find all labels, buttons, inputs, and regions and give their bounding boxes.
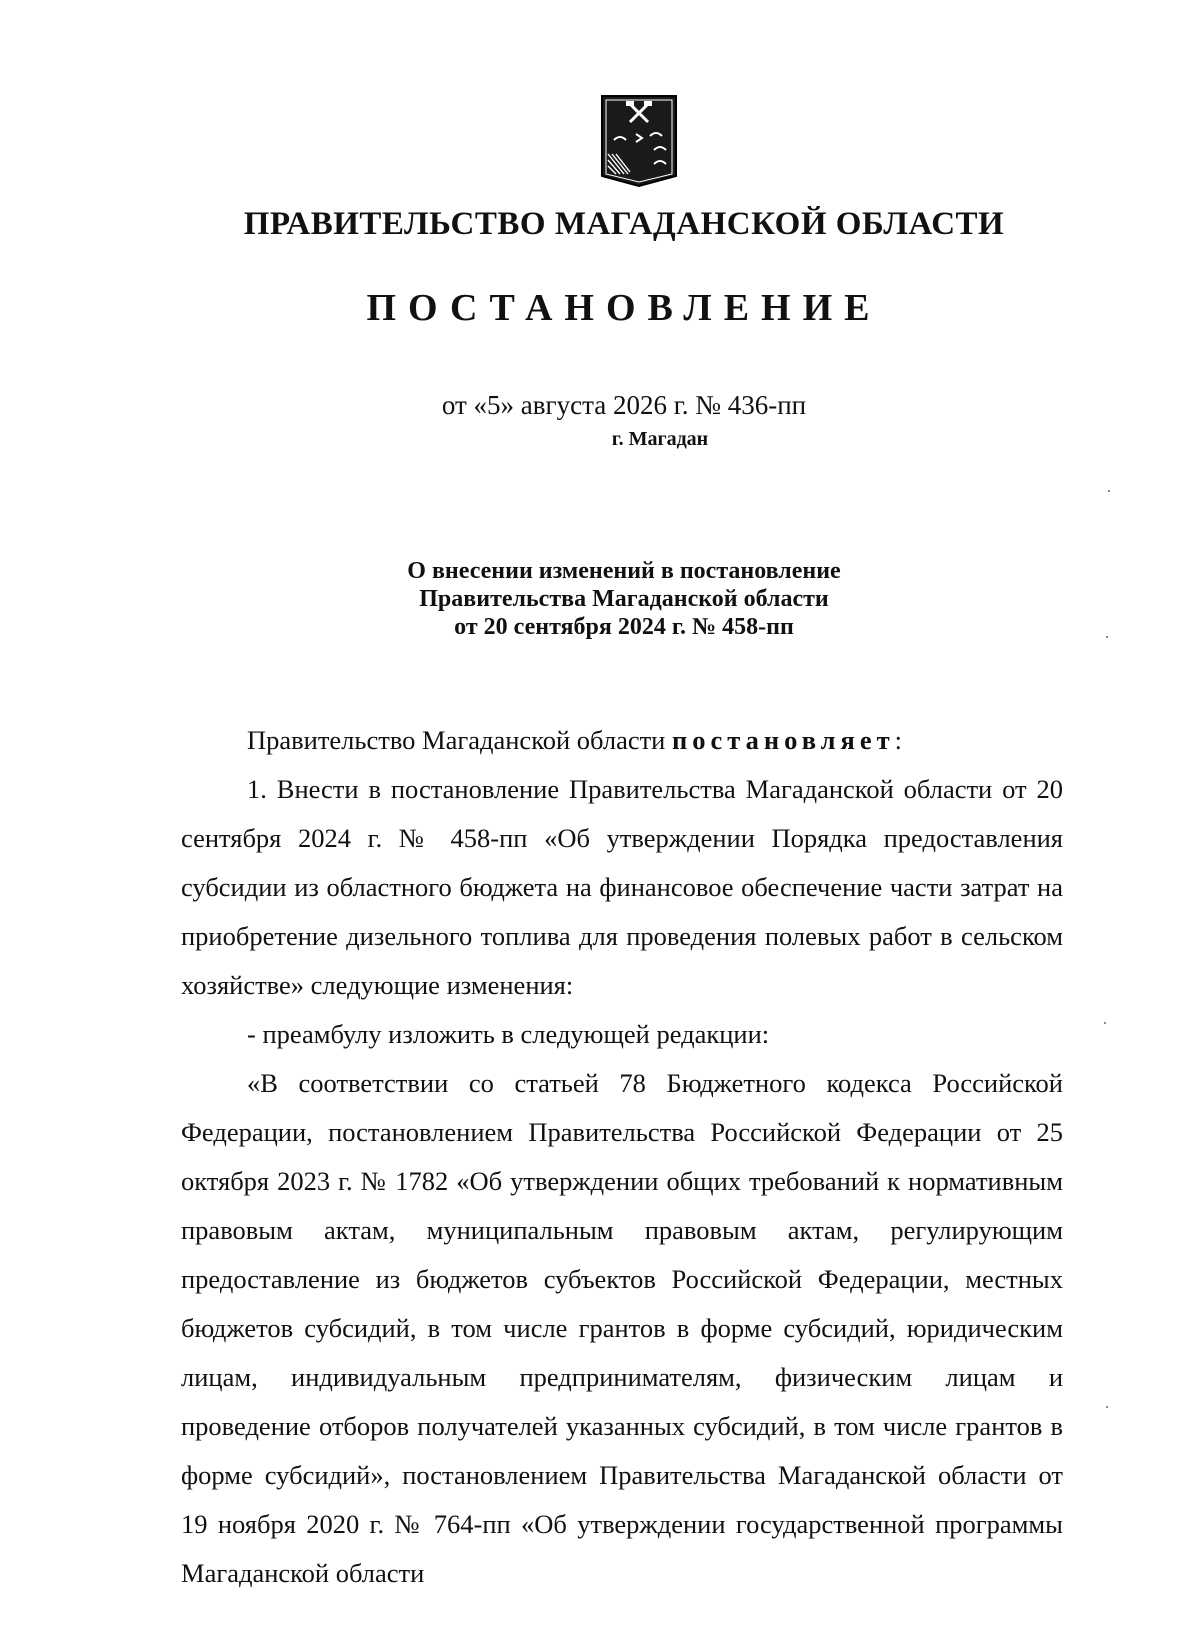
intro-resolves-word: постановляет [671,725,895,755]
document-subject [0,557,1200,641]
scan-mark [1104,1022,1106,1024]
item-1-subpoint: - преамбулу изложить в следующей редакции: [247,1019,770,1049]
item-1-paragraph: 1. Внести в постановление Правительства Магаданской области от 20 сентября 2024 г. № 458-пп «Об утверждении Порядка предоставления субсидии из областного бюджета на финансовое обеспечение части затрат на приобретение дизельного топлива для проведения полевых работ в сельском хозяйстве» следующие изменения: [181,774,1063,1000]
subject-line: О внесении изменений в постановление [407,558,841,584]
document-date-number: от «5» августа 2026 г. № 436-пп [441,390,807,420]
intro-colon: : [894,725,903,755]
subject-line: от 20 сентября 2024 г. № 458-пп [454,614,794,640]
document-body [181,716,1063,1598]
coat-of-arms-emblem [600,94,678,188]
preamble-quote-paragraph: «В соответствии со статьей 78 Бюджетного кодекса Российской Федерации, постановлением Правительства Российской Федерации от 25 октября 2023 г. № 1782 «Об утверждении общих требований к нормативным правовым актам, муниципальным правовым актам, регулирующим предоставление из бюджетов субъектов Российской Федерации, местных бюджетов субсидий, в том числе грантов в форме субсидий, юридическим лицам, индивидуальным предпринимателям, физическим лицам и проведение отборов получателей указанных субсидий, в том числе грантов в форме субсидий», постановлением Правительства Магаданской области от 19 ноября 2020 г. № 764-пп «Об утверждении государственной программы Магаданской области [181,1068,1063,1588]
scan-mark [1106,636,1108,638]
coat-of-arms-icon [600,94,678,188]
scan-mark [1108,490,1110,492]
intro-text: Правительство Магаданской области [247,725,672,755]
subject-line: Правительства Магаданской области [419,586,829,612]
document-type-title: ПОСТАНОВЛЕНИЕ [366,287,882,329]
resolution-intro [181,716,1063,765]
government-title: ПРАВИТЕЛЬСТВО МАГАДАНСКОЙ ОБЛАСТИ [243,206,1005,242]
scan-mark [1106,1406,1108,1408]
document-city: г. Магадан [611,428,709,450]
